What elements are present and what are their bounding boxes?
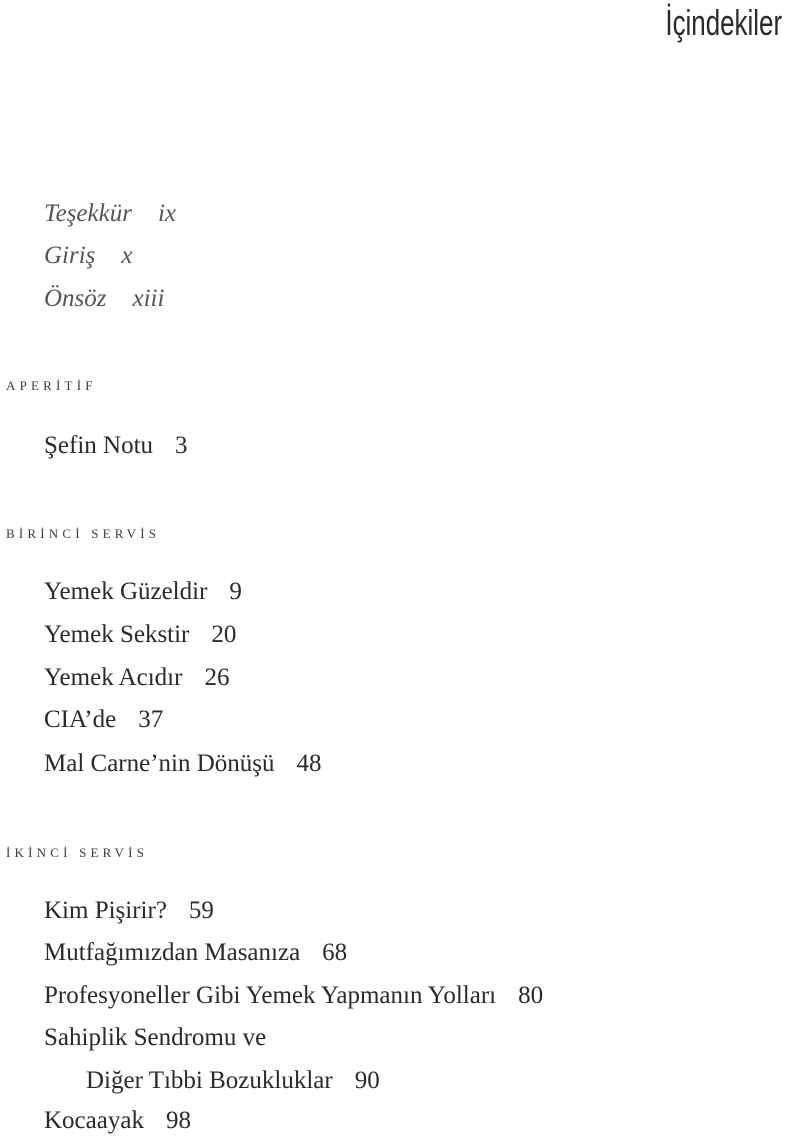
toc-entry-profesyoneller bbox=[44, 982, 543, 1010]
section-heading-aperitif: APERİTİF bbox=[6, 378, 97, 393]
toc-entry-yemek-acidir bbox=[44, 664, 229, 692]
toc-entry-page: 48 bbox=[296, 750, 322, 777]
toc-entry-label: Yemek Güzeldir bbox=[44, 578, 208, 605]
toc-entry-mutfagimizdan bbox=[44, 939, 347, 967]
toc-entry-giris bbox=[44, 242, 133, 270]
toc-entry-yemek-guzeldir bbox=[44, 578, 242, 606]
toc-entry-label: Mal Carne’nin Dönüşü bbox=[44, 750, 275, 777]
toc-entry-tesekkur bbox=[44, 200, 176, 228]
toc-entry-yemek-sekstir bbox=[44, 621, 236, 649]
toc-entry-kocaayak bbox=[44, 1107, 191, 1135]
toc-entry-label: Diğer Tıbbi Bozukluklar bbox=[86, 1067, 333, 1094]
toc-entry-page: 68 bbox=[322, 939, 348, 966]
toc-entry-label: Sahiplik Sendromu ve bbox=[44, 1024, 267, 1051]
toc-entry-page: xiii bbox=[132, 285, 165, 312]
toc-entry-label: CIA’de bbox=[44, 706, 117, 733]
toc-entry-diger-tibbi bbox=[86, 1067, 380, 1095]
toc-entry-page: 80 bbox=[518, 982, 544, 1009]
toc-entry-page: 20 bbox=[211, 621, 237, 648]
toc-entry-page: 3 bbox=[175, 432, 188, 459]
toc-entry-sahiplik-sendromu bbox=[44, 1024, 266, 1052]
toc-entry-label: Yemek Sekstir bbox=[44, 621, 190, 648]
page-title: İçindekiler bbox=[665, 2, 782, 43]
toc-entry-onsoz bbox=[44, 285, 164, 313]
toc-entry-page: ix bbox=[157, 200, 176, 227]
toc-entry-page: 59 bbox=[188, 897, 214, 924]
toc-entry-page: x bbox=[121, 242, 133, 269]
toc-entry-label: Mutfağımızdan Masanıza bbox=[44, 939, 301, 966]
toc-entry-label: Önsöz bbox=[44, 285, 107, 312]
toc-entry-label: Kim Pişirir? bbox=[44, 897, 167, 924]
toc-entry-label: Teşekkür bbox=[44, 200, 132, 227]
toc-entry-label: Profesyoneller Gibi Yemek Yapmanın Yolları bbox=[44, 982, 497, 1009]
toc-entry-page: 98 bbox=[165, 1107, 191, 1134]
toc-entry-page: 90 bbox=[354, 1067, 380, 1094]
section-heading-ikinci-servis: İKİNCİ SERVİS bbox=[6, 845, 149, 860]
toc-entry-mal-carne bbox=[44, 750, 322, 778]
toc-entry-kim-pisirir bbox=[44, 897, 214, 925]
toc-entry-sefin-notu bbox=[44, 432, 188, 460]
toc-entry-label: Kocaayak bbox=[44, 1107, 144, 1134]
toc-entry-page: 37 bbox=[138, 706, 164, 733]
toc-entry-ciade bbox=[44, 706, 163, 734]
toc-entry-label: Şefin Notu bbox=[44, 432, 154, 459]
toc-entry-label: Giriş bbox=[44, 242, 96, 269]
section-heading-birinci-servis: BİRİNCİ SERVİS bbox=[6, 526, 161, 541]
toc-entry-page: 9 bbox=[229, 578, 242, 605]
toc-entry-label: Yemek Acıdır bbox=[44, 664, 183, 691]
toc-entry-page: 26 bbox=[204, 664, 230, 691]
